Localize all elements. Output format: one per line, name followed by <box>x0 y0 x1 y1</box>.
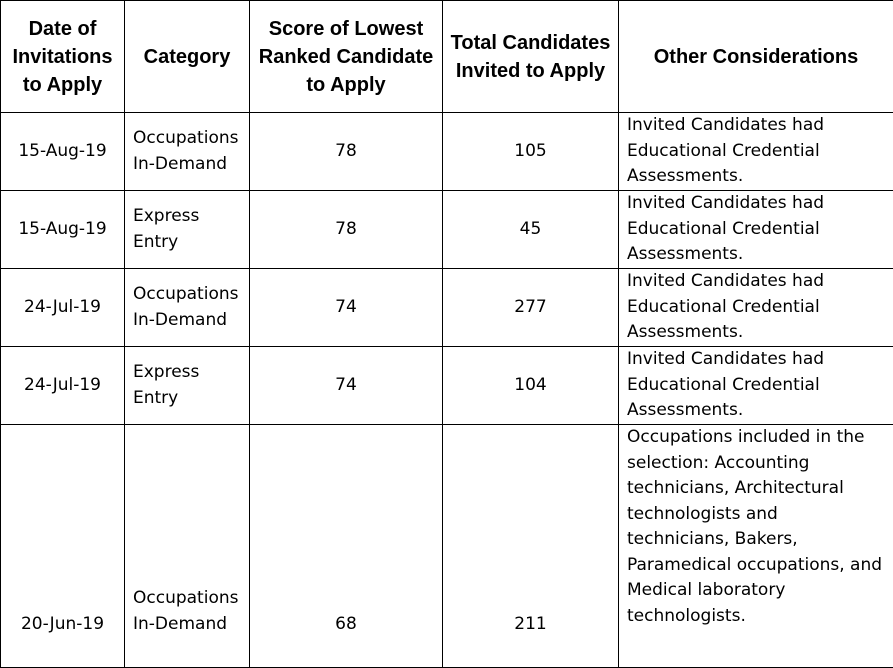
score-cell: 74 <box>250 347 443 425</box>
considerations-cell: Invited Candidates had Educational Credential Assessments. <box>619 113 893 191</box>
score-cell: 78 <box>250 113 443 191</box>
table-row <box>1 347 893 425</box>
score-cell: 68 <box>250 425 443 668</box>
header-date: Date of Invitations to Apply <box>1 1 125 113</box>
header-total: Total Candidates Invited to Apply <box>443 1 619 113</box>
date-cell: 24-Jul-19 <box>1 269 125 347</box>
category-cell: Express Entry <box>125 347 250 425</box>
total-cell: 211 <box>443 425 619 668</box>
score-cell: 74 <box>250 269 443 347</box>
date-cell: 20-Jun-19 <box>1 425 125 668</box>
table-row <box>1 269 893 347</box>
category-cell: Occupations In-Demand <box>125 269 250 347</box>
considerations-cell: Occupations included in the selection: Accounting technicians, Architectural technologists and technicians, Bakers, Paramedical occupations, and Medical laboratory technologists. <box>619 425 893 668</box>
table-row <box>1 425 893 668</box>
category-cell: Occupations In-Demand <box>125 113 250 191</box>
category-cell: Express Entry <box>125 191 250 269</box>
header-row <box>1 1 893 113</box>
date-cell: 15-Aug-19 <box>1 113 125 191</box>
table-row <box>1 191 893 269</box>
date-cell: 24-Jul-19 <box>1 347 125 425</box>
category-cell: Occupations In-Demand <box>125 425 250 668</box>
considerations-cell: Invited Candidates had Educational Credential Assessments. <box>619 347 893 425</box>
score-cell: 78 <box>250 191 443 269</box>
header-considerations: Other Considerations <box>619 1 893 113</box>
total-cell: 45 <box>443 191 619 269</box>
total-cell: 105 <box>443 113 619 191</box>
considerations-cell: Invited Candidates had Educational Credential Assessments. <box>619 191 893 269</box>
total-cell: 104 <box>443 347 619 425</box>
header-score: Score of Lowest Ranked Candidate to Apply <box>250 1 443 113</box>
total-cell: 277 <box>443 269 619 347</box>
header-category: Category <box>125 1 250 113</box>
date-cell: 15-Aug-19 <box>1 191 125 269</box>
table-row <box>1 113 893 191</box>
considerations-cell: Invited Candidates had Educational Credential Assessments. <box>619 269 893 347</box>
